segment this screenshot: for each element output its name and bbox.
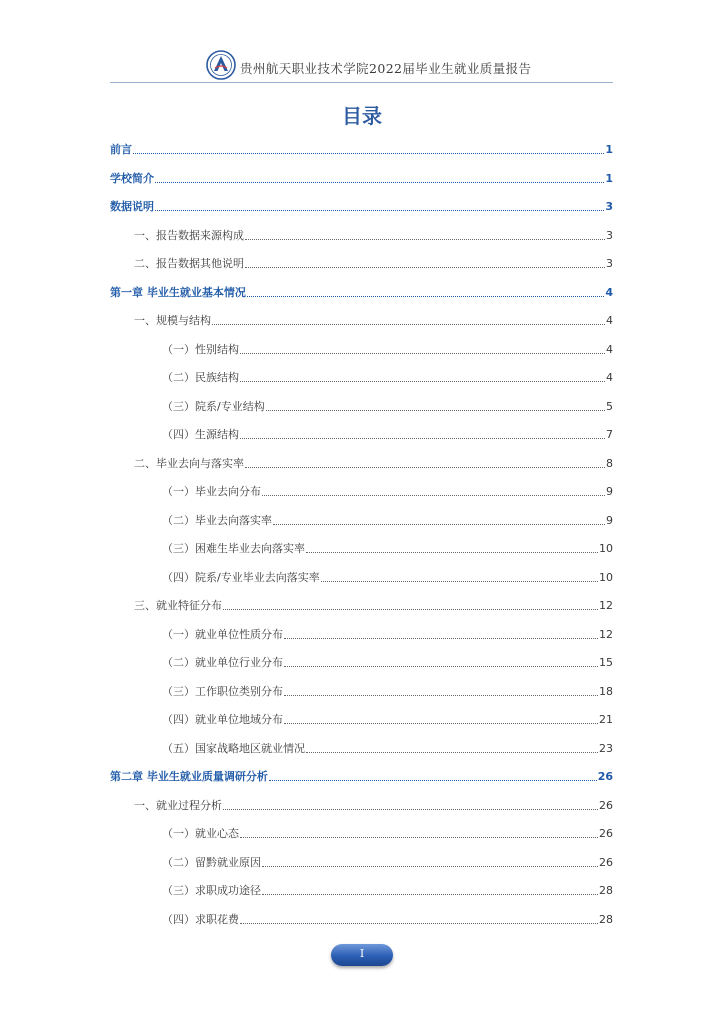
page-number-badge bbox=[331, 944, 393, 966]
toc-entry-page: 4 bbox=[606, 314, 613, 327]
toc-entry-label: （二）民族结构 bbox=[162, 371, 239, 384]
toc-entry[interactable] bbox=[162, 481, 613, 499]
toc-entry-label: 数据说明 bbox=[110, 200, 154, 213]
toc-entry-label: 前言 bbox=[110, 143, 132, 156]
toc-entry-page: 26 bbox=[597, 770, 613, 783]
toc-leader-dots bbox=[245, 239, 605, 240]
toc-leader-dots bbox=[245, 267, 605, 268]
toc-leader-dots bbox=[155, 210, 604, 211]
toc-entry-page: 3 bbox=[605, 200, 613, 213]
toc-leader-dots bbox=[262, 894, 598, 895]
toc-entry-page: 8 bbox=[606, 457, 613, 470]
toc-entry[interactable] bbox=[162, 852, 613, 870]
toc-leader-dots bbox=[269, 780, 597, 781]
toc-leader-dots bbox=[240, 923, 598, 924]
toc-leader-dots bbox=[240, 837, 598, 838]
toc-entry-label: 二、报告数据其他说明 bbox=[134, 257, 244, 270]
toc-entry[interactable] bbox=[110, 282, 613, 300]
toc-entry[interactable] bbox=[134, 595, 613, 613]
toc-entry-label: （三）求职成功途径 bbox=[162, 884, 261, 897]
toc-entry[interactable] bbox=[110, 168, 613, 186]
toc-entry-page: 21 bbox=[599, 713, 613, 726]
toc-entry-page: 26 bbox=[599, 827, 613, 840]
toc-leader-dots bbox=[306, 552, 598, 553]
toc-leader-dots bbox=[284, 638, 598, 639]
toc-entry-page: 18 bbox=[599, 685, 613, 698]
toc-entry[interactable] bbox=[110, 196, 613, 214]
toc-entry-page: 4 bbox=[606, 371, 613, 384]
toc-entry-page: 1 bbox=[605, 143, 613, 156]
toc-entry[interactable] bbox=[162, 652, 613, 670]
toc-entry-label: （二）就业单位行业分布 bbox=[162, 656, 283, 669]
toc-leader-dots bbox=[262, 495, 605, 496]
toc-entry-page: 5 bbox=[606, 400, 613, 413]
toc-entry-page: 12 bbox=[599, 628, 613, 641]
toc-entry-label: （四）求职花费 bbox=[162, 913, 239, 926]
toc-leader-dots bbox=[321, 581, 598, 582]
toc-leader-dots bbox=[284, 695, 598, 696]
toc-entry[interactable] bbox=[162, 624, 613, 642]
toc-entry-label: 二、毕业去向与落实率 bbox=[134, 457, 244, 470]
toc-entry-label: （四）生源结构 bbox=[162, 428, 239, 441]
toc-entry-label: 学校简介 bbox=[110, 172, 154, 185]
toc-entry-label: （二）毕业去向落实率 bbox=[162, 514, 272, 527]
toc-leader-dots bbox=[223, 609, 598, 610]
toc-entry[interactable] bbox=[162, 510, 613, 528]
toc-title: 目录 bbox=[342, 104, 382, 128]
toc-leader-dots bbox=[284, 666, 598, 667]
toc-entry-page: 28 bbox=[599, 913, 613, 926]
toc-leader-dots bbox=[240, 381, 605, 382]
toc-entry[interactable] bbox=[134, 453, 613, 471]
toc-leader-dots bbox=[212, 324, 605, 325]
toc-entry-page: 3 bbox=[606, 229, 613, 242]
toc-entry-label: 第一章 毕业生就业基本情况 bbox=[110, 286, 246, 299]
toc-entry[interactable] bbox=[162, 880, 613, 898]
toc-leader-dots bbox=[262, 866, 598, 867]
toc-entry-page: 28 bbox=[599, 884, 613, 897]
toc-entry-page: 9 bbox=[606, 514, 613, 527]
toc-entry-label: （一）性别结构 bbox=[162, 343, 239, 356]
toc-entry-label: （四）院系/专业毕业去向落实率 bbox=[162, 571, 320, 584]
toc-leader-dots bbox=[245, 467, 605, 468]
toc-entry[interactable] bbox=[162, 538, 613, 556]
toc-entry-page: 26 bbox=[599, 856, 613, 869]
toc-entry-label: （二）留黔就业原因 bbox=[162, 856, 261, 869]
toc-entry-page: 10 bbox=[599, 571, 613, 584]
toc-entry-page: 7 bbox=[606, 428, 613, 441]
toc-entry-page: 4 bbox=[605, 286, 613, 299]
toc-entry[interactable] bbox=[110, 766, 613, 784]
toc-entry-label: （三）工作职位类别分布 bbox=[162, 685, 283, 698]
header-divider bbox=[110, 82, 613, 83]
toc-entry[interactable] bbox=[162, 367, 613, 385]
toc-entry[interactable] bbox=[134, 310, 613, 328]
toc-entry[interactable] bbox=[134, 225, 613, 243]
toc-entry[interactable] bbox=[162, 909, 613, 927]
toc-leader-dots bbox=[284, 723, 598, 724]
toc-entry-label: （一）毕业去向分布 bbox=[162, 485, 261, 498]
toc-leader-dots bbox=[240, 353, 605, 354]
toc-entry-page: 1 bbox=[605, 172, 613, 185]
toc-entry[interactable] bbox=[162, 738, 613, 756]
toc-entry[interactable] bbox=[162, 339, 613, 357]
toc-leader-dots bbox=[155, 182, 604, 183]
toc-entry-label: （三）院系/专业结构 bbox=[162, 400, 265, 413]
toc-leader-dots bbox=[306, 752, 598, 753]
toc-leader-dots bbox=[223, 809, 598, 810]
toc-entry-label: （三）困难生毕业去向落实率 bbox=[162, 542, 305, 555]
college-emblem-icon bbox=[206, 50, 236, 80]
toc-entry[interactable] bbox=[162, 681, 613, 699]
toc-entry-label: （一）就业单位性质分布 bbox=[162, 628, 283, 641]
toc-entry-label: 一、报告数据来源构成 bbox=[134, 229, 244, 242]
toc-entry-label: 三、就业特征分布 bbox=[134, 599, 222, 612]
toc-entry[interactable] bbox=[162, 823, 613, 841]
toc-entry-label: 第二章 毕业生就业质量调研分析 bbox=[110, 770, 268, 783]
page-number: I bbox=[359, 947, 365, 960]
toc-entry[interactable] bbox=[110, 139, 613, 157]
toc-leader-dots bbox=[240, 438, 605, 439]
toc-entry[interactable] bbox=[162, 709, 613, 727]
toc-entry-page: 3 bbox=[606, 257, 613, 270]
toc-leader-dots bbox=[133, 153, 604, 154]
toc-leader-dots bbox=[247, 296, 605, 297]
toc-entry-page: 9 bbox=[606, 485, 613, 498]
toc-entry-label: 一、就业过程分析 bbox=[134, 799, 222, 812]
report-header-title: 贵州航天职业技术学院2022届毕业生就业质量报告 bbox=[240, 61, 532, 76]
toc-entry[interactable] bbox=[162, 396, 613, 414]
toc-leader-dots bbox=[273, 524, 605, 525]
toc-entry[interactable] bbox=[134, 253, 613, 271]
toc-entry-label: （一）就业心态 bbox=[162, 827, 239, 840]
toc-entry-page: 23 bbox=[599, 742, 613, 755]
toc-entry[interactable] bbox=[162, 424, 613, 442]
toc-leader-dots bbox=[266, 410, 605, 411]
toc-entry-page: 26 bbox=[599, 799, 613, 812]
toc-entry-page: 12 bbox=[599, 599, 613, 612]
toc-entry-page: 10 bbox=[599, 542, 613, 555]
toc-entry[interactable] bbox=[162, 567, 613, 585]
toc-entry-label: （四）就业单位地域分布 bbox=[162, 713, 283, 726]
toc-entry[interactable] bbox=[134, 795, 613, 813]
toc-entry-label: 一、规模与结构 bbox=[134, 314, 211, 327]
toc-entry-label: （五）国家战略地区就业情况 bbox=[162, 742, 305, 755]
toc-entry-page: 4 bbox=[606, 343, 613, 356]
toc-entry-page: 15 bbox=[599, 656, 613, 669]
